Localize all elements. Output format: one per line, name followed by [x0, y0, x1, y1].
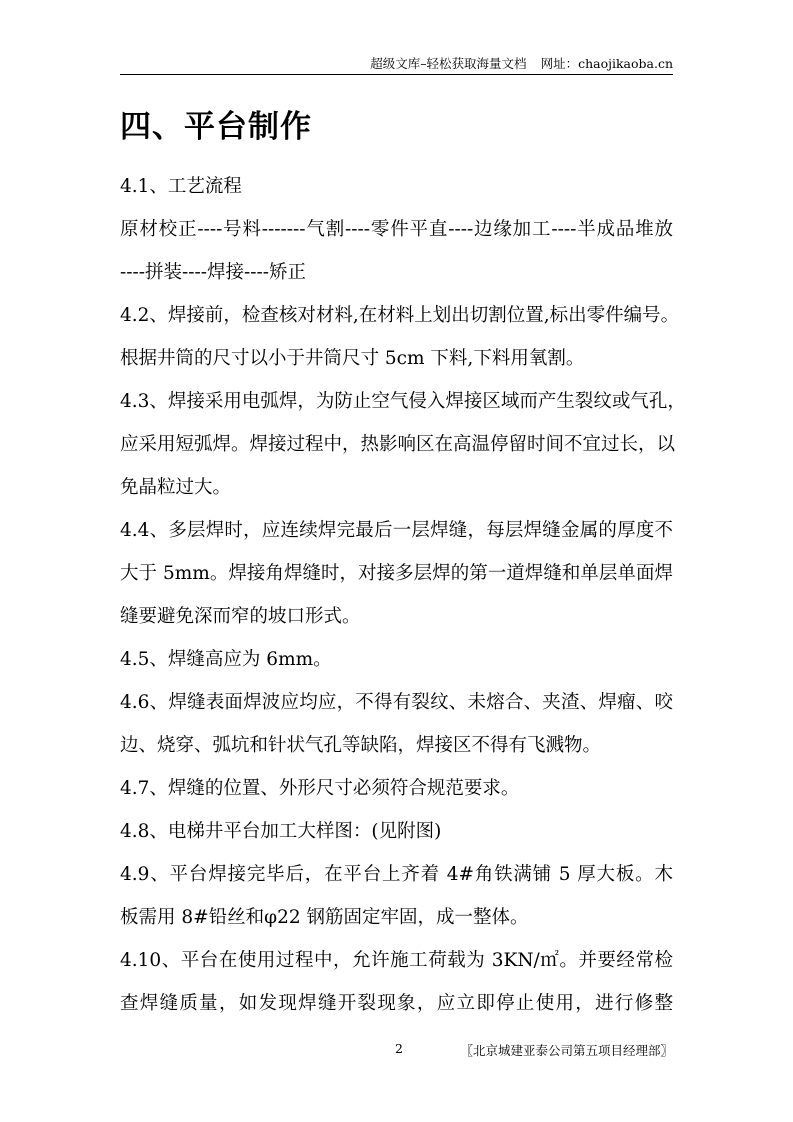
text-line: 免晶粒过大。 — [120, 477, 232, 498]
text-line: 4.4、多层焊时，应连续焊完最后一层焊缝，每层焊缝金属的厚度不 — [120, 520, 673, 541]
text-line: 边、烧穿、弧坑和针状气孔等缺陷，焊接区不得有飞溅物。 — [120, 735, 602, 756]
text-line: 应采用短弧焊。焊接过程中，热影响区在高温停留时间不宜过长，以 — [120, 434, 676, 455]
text-line: 4.8、电梯井平台加工大样图：(见附图) — [120, 821, 442, 842]
text-line: 板需用 8#铅丝和φ22 钢筋固定牢固，成一整体。 — [120, 907, 529, 928]
text-line: ----拼装----焊接----矫正 — [120, 262, 307, 283]
header-site: 超级文库–轻松获取海量文档 — [370, 56, 527, 71]
text-line: 根据井筒的尺寸以小于井筒尺寸 5cm 下料,下料用氧割。 — [120, 348, 585, 369]
footer-org: 〖北京城建亚泰公司第五项目经理部〗 — [460, 1043, 673, 1058]
text-line: 4.9、平台焊接完毕后，在平台上齐着 4#角铁满铺 5 厚大板。木 — [120, 864, 673, 885]
section-title: 四、平台制作 — [120, 109, 312, 145]
text-line: 原材校正----号料-------气割----零件平直----边缘加工----半成品堆放 — [120, 219, 673, 240]
text-line: 大于 5mm。焊接角焊缝时，对接多层焊的第一道焊缝和单层单面焊 — [120, 563, 673, 584]
page-number: 2 — [395, 1041, 403, 1056]
text-line: 4.1、工艺流程 — [120, 176, 242, 197]
text-line: 查焊缝质量，如发现焊缝开裂现象，应立即停止使用，进行修整 — [120, 993, 673, 1014]
page-header — [120, 54, 673, 72]
text-line: 4.6、焊缝表面焊波应均应，不得有裂纹、未熔合、夹渣、焊瘤、咬 — [120, 692, 673, 713]
header-url: 网址：chaojikaoba.cn — [540, 56, 673, 71]
text-line: 4.7、焊缝的位置、外形尺寸必须符合规范要求。 — [120, 778, 520, 799]
text-line: 缝要避免深而窄的坡口形式。 — [120, 606, 361, 627]
text-line: 4.3、焊接采用电弧焊，为防止空气侵入焊接区域而产生裂纹或气孔， — [120, 391, 686, 412]
text-line: 4.5、焊缝高应为 6mm。 — [120, 649, 332, 670]
text-line: 4.2、焊接前，检查核对材料,在材料上划出切割位置,标出零件编号。 — [120, 305, 680, 326]
text-line: 4.10、平台在使用过程中，允许施工荷载为 3KN/㎡。并要经常检 — [120, 950, 673, 971]
header-rule — [120, 74, 673, 75]
body-text — [120, 172, 686, 1032]
